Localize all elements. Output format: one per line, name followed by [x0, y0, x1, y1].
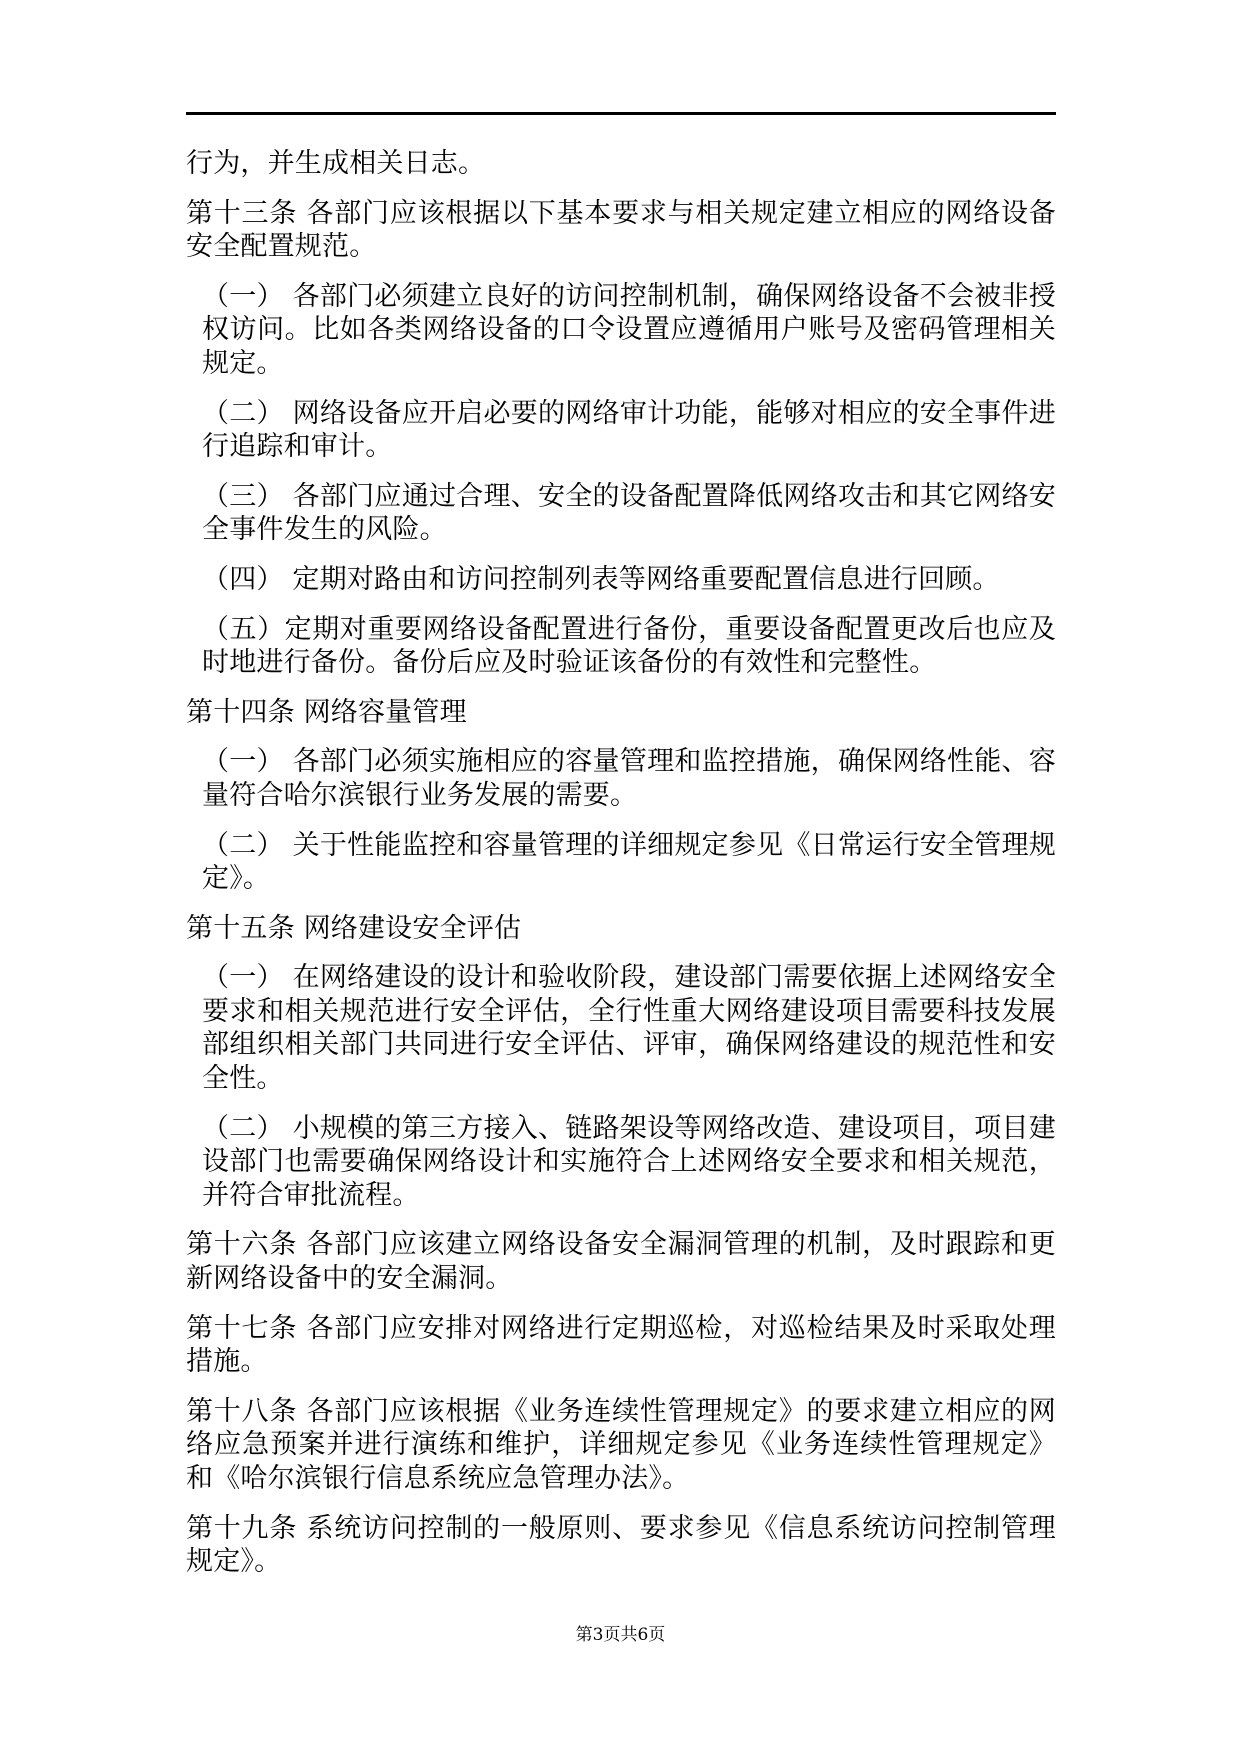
article-13: 第十三条 各部门应该根据以下基本要求与相关规定建立相应的网络设备安全配置规范。: [186, 197, 1056, 263]
clause-item: （五）定期对重要网络设备配置进行备份，重要设备配置更改后也应及时地进行备份。备份后应及时验证该备份的有效性和完整性。: [202, 613, 1056, 679]
clause-item: （一） 各部门必须建立良好的访问控制机制，确保网络设备不会被非授权访问。比如各类网络设备的口令设置应遵循用户账号及密码管理相关规定。: [202, 280, 1056, 379]
document-body: [186, 147, 1056, 1595]
clause-item: （一） 各部门必须实施相应的容量管理和监控措施，确保网络性能、容量符合哈尔滨银行业务发展的需要。: [202, 746, 1056, 811]
page-number: 第3页共6页: [575, 1625, 666, 1645]
article-18: 第十八条 各部门应该根据《业务连续性管理规定》的要求建立相应的网络应急预案并进行演练和维护，详细规定参见《业务连续性管理规定》和《哈尔滨银行信息系统应急管理办法》。: [186, 1395, 1056, 1494]
clause-item: （二） 关于性能监控和容量管理的详细规定参见《日常运行安全管理规定》。: [202, 829, 1056, 895]
paragraph: 行为，并生成相关日志。: [186, 148, 486, 179]
article-17: 第十七条 各部门应安排对网络进行定期巡检，对巡检结果及时采取处理措施。: [186, 1312, 1056, 1378]
article-15: 第十五条 网络建设安全评估: [186, 912, 522, 944]
clause-item: （一） 在网络建设的设计和验收阶段，建设部门需要依据上述网络安全要求和相关规范进行安全评估，全行性重大网络建设项目需要科技发展部组织相关部门共同进行安全评估、评审，确保网络建设的规范性和安全性。: [202, 962, 1056, 1095]
article-19: 第十九条 系统访问控制的一般原则、要求参见《信息系统访问控制管理规定》。: [186, 1512, 1056, 1578]
clause-item: （四） 定期对路由和访问控制列表等网络重要配置信息进行回顾。: [202, 563, 1000, 595]
header-rule: [186, 112, 1056, 115]
article-16: 第十六条 各部门应该建立网络设备安全漏洞管理的机制，及时跟踪和更新网络设备中的安全漏洞。: [186, 1229, 1056, 1295]
clause-item: （二） 小规模的第三方接入、链路架设等网络改造、建设项目，项目建设部门也需要确保网络设计和实施符合上述网络安全要求和相关规范，并符合审批流程。: [202, 1112, 1056, 1211]
article-14: 第十四条 网络容量管理: [186, 696, 467, 728]
clause-item: （三） 各部门应通过合理、安全的设备配置降低网络攻击和其它网络安全事件发生的风险。: [202, 480, 1056, 546]
clause-item: （二） 网络设备应开启必要的网络审计功能，能够对相应的安全事件进行追踪和审计。: [202, 397, 1056, 463]
